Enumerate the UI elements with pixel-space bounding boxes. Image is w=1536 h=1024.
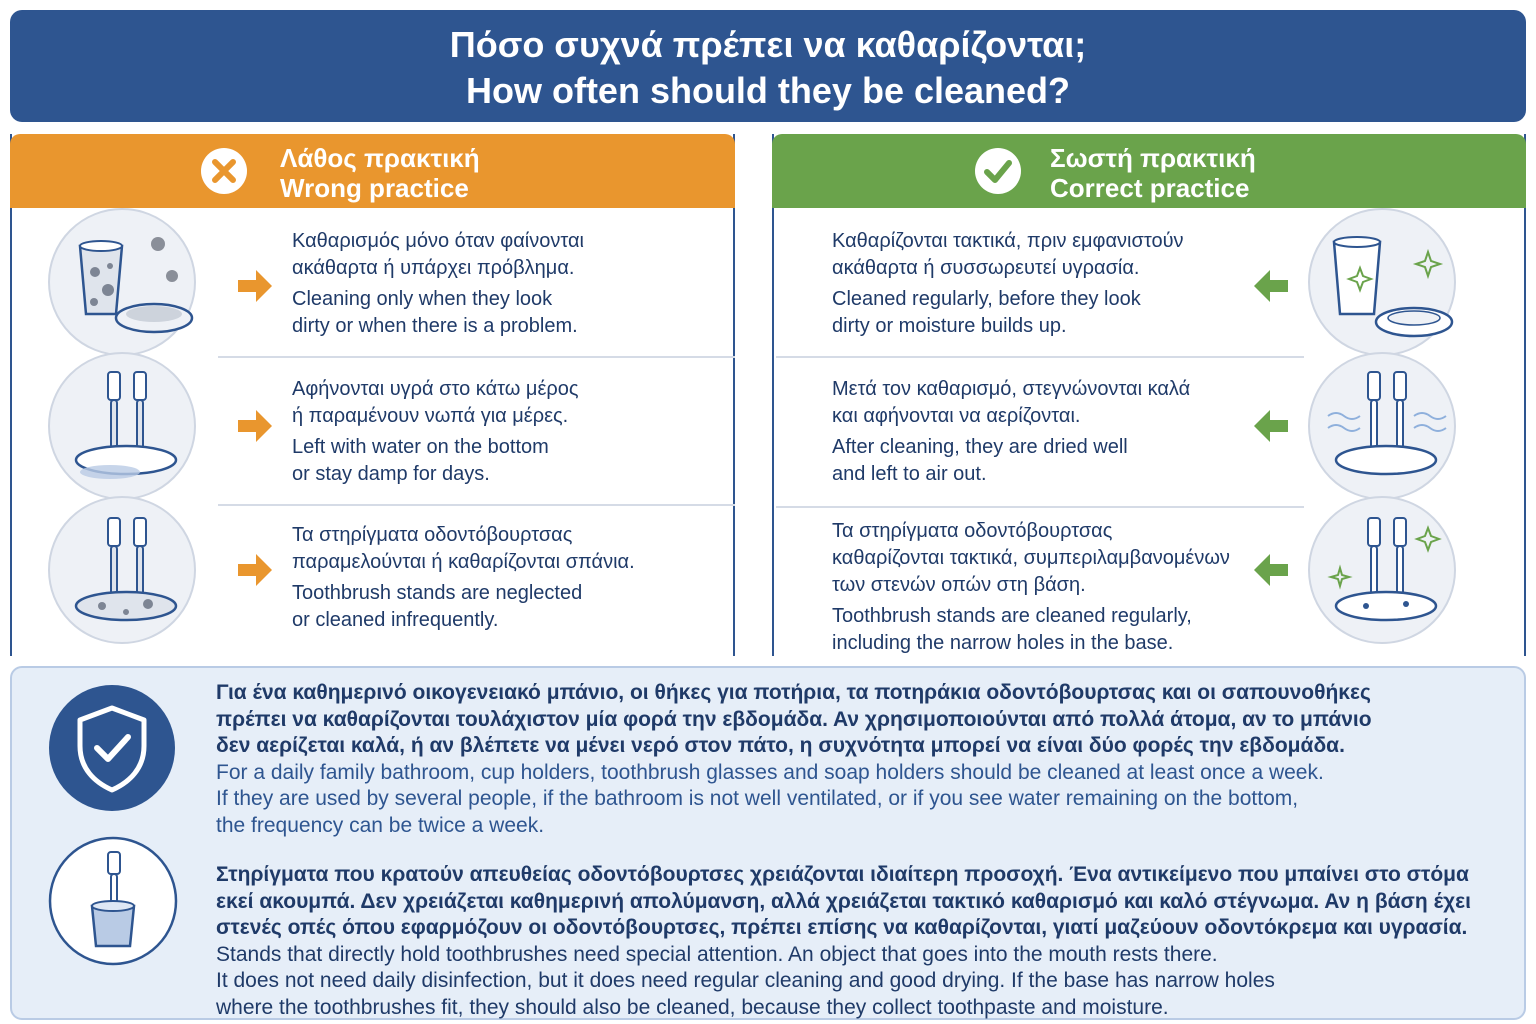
correct-title-greek: Σωστή πρακτική bbox=[1050, 143, 1256, 173]
info-section bbox=[10, 666, 1526, 1020]
dirty-cup-icon bbox=[50, 210, 198, 358]
x-circle-icon bbox=[200, 147, 248, 195]
wrong-item-2 bbox=[292, 376, 579, 488]
info-block-weekly bbox=[216, 680, 1372, 839]
wrong-practice-header bbox=[10, 134, 735, 208]
dirty-cup-illustration bbox=[48, 208, 196, 356]
arrow-left-icon bbox=[1252, 406, 1292, 446]
clean-cup-icon bbox=[1310, 210, 1458, 358]
info-block2-greek-line2: εκεί ακουμπά. Δεν χρειάζεται καθημερινή απολύμανση, αλλά χρειάζεται τακτικό καθαρισμό και καλό στέγνωμα. Αν η βάση έχει bbox=[216, 889, 1471, 913]
title-greek: Πόσο συχνά πρέπει να καθαρίζονται; bbox=[449, 24, 1087, 65]
wrong-item-2-english-line1: Left with water on the bottom bbox=[292, 436, 549, 458]
row-divider bbox=[218, 356, 735, 358]
arrow-left-icon bbox=[1252, 266, 1292, 306]
correct-item-2-english-line1: After cleaning, they are dried well bbox=[832, 436, 1128, 458]
dried-stand-illustration bbox=[1308, 352, 1456, 500]
toothbrush-stand-icon bbox=[1310, 498, 1458, 646]
correct-item-2-english-line2: and left to air out. bbox=[832, 463, 987, 485]
wrong-item-1-greek-line2: ακάθαρτα ή υπάρχει πρόβλημα. bbox=[292, 257, 575, 279]
correct-item-1-english-line2: dirty or moisture builds up. bbox=[832, 315, 1067, 337]
info-block1-english-line3: the frequency can be twice a week. bbox=[216, 813, 545, 837]
row-divider bbox=[218, 504, 735, 506]
info-block1-english-line1: For a daily family bathroom, cup holders, toothbrush glasses and soap holders should be cleaned at least once a week. bbox=[216, 760, 1324, 784]
correct-item-3-english-line1: Toothbrush stands are cleaned regularly, bbox=[832, 605, 1192, 627]
toothbrush-stand-icon bbox=[1310, 354, 1458, 502]
correct-item-2 bbox=[832, 376, 1190, 488]
arrow-right-icon bbox=[234, 550, 274, 590]
wrong-item-3-english-line1: Toothbrush stands are neglected bbox=[292, 582, 583, 604]
clean-stand-illustration bbox=[1308, 496, 1456, 644]
wrong-item-3-greek-line2: παραμελούνται ή καθαρίζονται σπάνια. bbox=[292, 551, 635, 573]
correct-item-2-greek-line2: και αφήνονται να αερίζονται. bbox=[832, 405, 1081, 427]
info-block1-greek-line1: Για ένα καθημερινό οικογενειακό μπάνιο, οι θήκες για ποτήρια, τα ποτηράκια οδοντόβουρτσας και οι σαπουνοθήκες bbox=[216, 681, 1371, 704]
info-block2-english-line2: It does not need daily disinfection, but it does need regular cleaning and good drying. If the base has narrow holes bbox=[216, 969, 1275, 992]
wrong-item-1-english-line2: dirty or when there is a problem. bbox=[292, 315, 578, 337]
arrow-left-icon bbox=[1252, 550, 1292, 590]
wrong-practice-panel bbox=[10, 134, 735, 656]
wrong-item-1-english-line1: Cleaning only when they look bbox=[292, 288, 553, 310]
correct-item-3-greek-line2: καθαρίζονται τακτικά, συμπεριλαμβανομένων bbox=[832, 547, 1230, 569]
header-banner bbox=[10, 10, 1526, 122]
wrong-item-2-english-line2: or stay damp for days. bbox=[292, 463, 490, 485]
wrong-item-3-greek-line1: Τα στηρίγματα οδοντόβουρτσας bbox=[292, 524, 573, 546]
arrow-right-icon bbox=[234, 406, 274, 446]
correct-practice-panel bbox=[772, 134, 1526, 656]
info-block-stands bbox=[216, 862, 1471, 1021]
correct-item-1-greek-line1: Καθαρίζονται τακτικά, πριν εμφανιστούν bbox=[832, 230, 1184, 252]
toothbrush-stand-icon bbox=[50, 354, 198, 502]
wrong-item-3-english-line2: or cleaned infrequently. bbox=[292, 609, 499, 631]
wrong-item-1 bbox=[292, 228, 584, 340]
info-block2-greek-line1: Στηρίγματα που κρατούν απευθείας οδοντόβουρτσες χρειάζονται ιδιαίτερη προσοχή. Ένα αντικείμενο που μπαίνει στο στόμα bbox=[216, 863, 1469, 886]
info-block1-greek-line2: πρέπει να καθαρίζονται τουλάχιστον μία φορά την εβδομάδα. Αν χρησιμοποιούνται από πολλά άτομα, αν το μπάνιο bbox=[216, 707, 1372, 731]
wrong-title-greek: Λάθος πρακτική bbox=[280, 143, 480, 173]
clean-cup-illustration bbox=[1308, 208, 1456, 356]
info-block2-english-line1: Stands that directly hold toothbrushes need special attention. An object that goes into the mouth rests there. bbox=[216, 942, 1218, 966]
wrong-item-2-greek-line2: ή παραμένουν νωπά για μέρες. bbox=[292, 405, 569, 427]
neglected-stand-illustration bbox=[48, 496, 196, 644]
correct-title-english: Correct practice bbox=[1050, 173, 1250, 203]
toothbrush-cup-icon bbox=[48, 836, 178, 966]
info-block2-greek-line3: στενές οπές όπου εφαρμόζουν οι οδοντόβουρτσες, πρέπει επίσης να καθαρίζονται, γιατί μαζεύουν οδοντόκρεμα και υγρασία. bbox=[216, 916, 1468, 939]
correct-item-3-greek-line1: Τα στηρίγματα οδοντόβουρτσας bbox=[832, 520, 1113, 542]
info-block1-english-line2: If they are used by several people, if the bathroom is not well ventilated, or if you see water remaining on the bottom, bbox=[216, 787, 1299, 810]
correct-item-1-greek-line2: ακάθαρτα ή συσσωρευτεί υγρασία. bbox=[832, 257, 1140, 279]
correct-item-3 bbox=[832, 518, 1230, 657]
arrow-right-icon bbox=[234, 266, 274, 306]
correct-item-2-greek-line1: Μετά τον καθαρισμό, στεγνώνονται καλά bbox=[832, 378, 1191, 400]
info-block1-greek-line3: δεν αερίζεται καλά, ή αν βλέπετε να μένει νερό στον πάτο, η συχνότητα μπορεί να είναι δύο φορές την εβδομάδα. bbox=[216, 734, 1345, 757]
row-divider bbox=[776, 506, 1304, 508]
correct-item-3-greek-line3: των στενών οπών στη βάση. bbox=[832, 574, 1086, 596]
toothbrush-stand-icon bbox=[50, 498, 198, 646]
correct-practice-header bbox=[772, 134, 1526, 208]
wrong-item-1-greek-line1: Καθαρισμός μόνο όταν φαίνονται bbox=[292, 230, 584, 252]
check-circle-icon bbox=[974, 147, 1022, 195]
wrong-title-english: Wrong practice bbox=[280, 173, 469, 203]
info-block2-english-line3: where the toothbrushes fit, they should also be cleaned, because they collect toothpaste and moisture. bbox=[216, 995, 1169, 1019]
correct-item-1-english-line1: Cleaned regularly, before they look bbox=[832, 288, 1141, 310]
title-english: How often should they be cleaned? bbox=[465, 70, 1071, 111]
shield-check-icon bbox=[48, 684, 176, 812]
wrong-item-3 bbox=[292, 522, 635, 634]
correct-item-1 bbox=[832, 228, 1184, 340]
wrong-item-2-greek-line1: Αφήνονται υγρά στο κάτω μέρος bbox=[292, 378, 579, 400]
wet-stand-illustration bbox=[48, 352, 196, 500]
row-divider bbox=[776, 356, 1304, 358]
correct-item-3-english-line2: including the narrow holes in the base. bbox=[832, 632, 1174, 654]
